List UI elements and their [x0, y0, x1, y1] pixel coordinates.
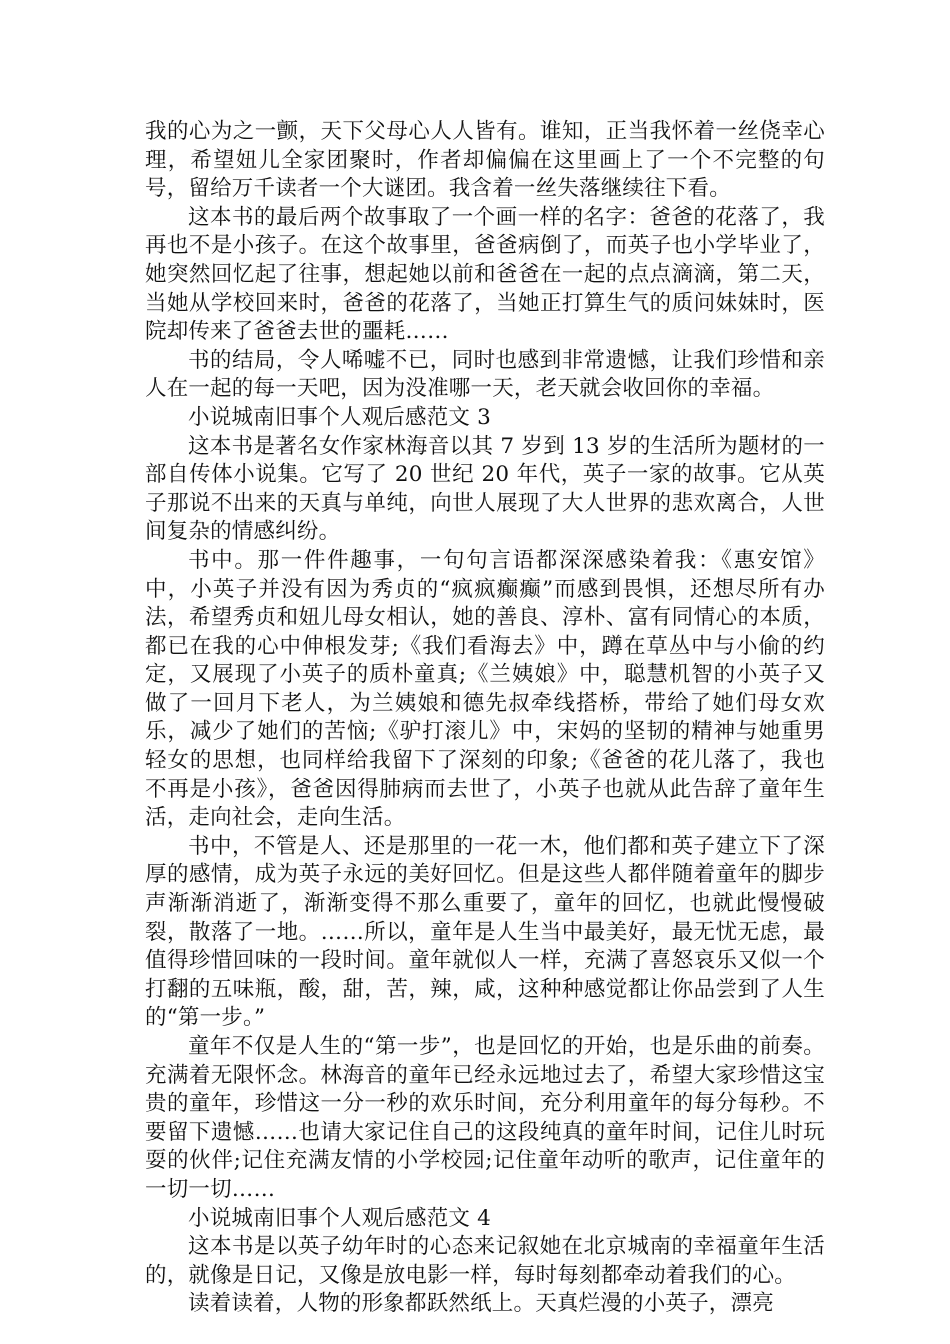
- section-heading: 小说城南旧事个人观后感范文 3: [188, 404, 492, 430]
- paragraph: 书中，不管是人、还是那里的一花一木，他们都和英子建立下了深厚的感情，成为英子永远的美好回忆。但是这些人都伴随着童年的脚步声渐渐消逝了，渐渐变得不那么重要了，童年的回忆，也就此慢慢破裂，散落了一地。……所以，童年是人生当中最美好，最无忧无虑，最值得珍惜回味的一段时间。童年就似人一样，充满了喜怒哀乐又似一个打翻的五味瓶，酸，甜，苦，辣，咸，这种种感觉都让你品尝到了人生的“第一步。”: [145, 833, 825, 1031]
- paragraph: 这本书是以英子幼年时的心态来记叙她在北京城南的幸福童年生活的，就像是日记，又像是放电影一样，每时每刻都牵动着我们的心。: [145, 1234, 825, 1288]
- paragraph: 这本书的最后两个故事取了一个画一样的名字：爸爸的花落了，我再也不是小孩子。在这个故事里，爸爸病倒了，而英子也小学毕业了，她突然回忆起了往事，想起她以前和爸爸在一起的点点滴滴，第二天，当她从学校回来时，爸爸的花落了，当她正打算生气的质问妹妹时，医院却传来了爸爸去世的噩耗……: [145, 204, 825, 345]
- paragraph: 书中。那一件件趣事，一句句言语都深深感染着我：《惠安馆》中，小英子并没有因为秀贞的“疯疯癫癫”而感到畏惧，还想尽所有办法，希望秀贞和妞儿母女相认，她的善良、淳朴、富有同情心的本质，都已在我的心中伸根发芽;《我们看海去》中，蹲在草丛中与小偷的约定，又展现了小英子的质朴童真;《兰姨娘》中，聪慧机智的小英子又做了一回月下老人，为兰姨娘和德先叔牵线搭桥，带给了她们母女欢乐，减少了她们的苦恼;《驴打滚儿》中，宋妈的坚韧的精神与她重男轻女的思想，也同样给我留下了深刻的印象;《爸爸的花儿落了，我也不再是小孩》，爸爸因得肺病而去世了，小英子也就从此告辞了童年生活，走向社会，走向生活。: [145, 547, 825, 831]
- paragraph: 这本书是著名女作家林海音以其 7 岁到 13 岁的生活所为题材的一部自传体小说集。它写了 20 世纪 20 年代，英子一家的故事。它从英子那说不出来的天真与单纯，向世人展现了大人世界的悲欢离合，人世间复杂的情感纠纷。: [145, 433, 825, 545]
- section-heading: 小说城南旧事个人观后感范文 4: [188, 1205, 492, 1231]
- paragraph: 我的心为之一颤，天下父母心人人皆有。谁知，正当我怀着一丝侥幸心理，希望妞儿全家团聚时，作者却偏偏在这里画上了一个不完整的句号，留给万千读者一个大谜团。我含着一丝失落继续往下看。: [145, 119, 825, 202]
- document-body: [145, 118, 825, 1319]
- paragraph: 书的结局，令人唏嘘不已，同时也感到非常遗憾，让我们珍惜和亲人在一起的每一天吧，因为没准哪一天，老天就会收回你的幸福。: [145, 347, 825, 402]
- paragraph: 童年不仅是人生的“第一步”，也是回忆的开始，也是乐曲的前奏。充满着无限怀念。林海音的童年已经永远地过去了，希望大家珍惜这宝贵的童年，珍惜这一分一秒的欢乐时间，充分利用童年的每分每秒。不要留下遗憾……也请大家记住自己的这段纯真的童年时间，记住儿时玩耍的伙伴;记住充满友情的小学校园;记住童年动听的歌声，记住童年的一切一切……: [145, 1034, 825, 1202]
- paragraph: 读着读着，人物的形象都跃然纸上。天真烂漫的小英子，漂亮: [188, 1291, 774, 1317]
